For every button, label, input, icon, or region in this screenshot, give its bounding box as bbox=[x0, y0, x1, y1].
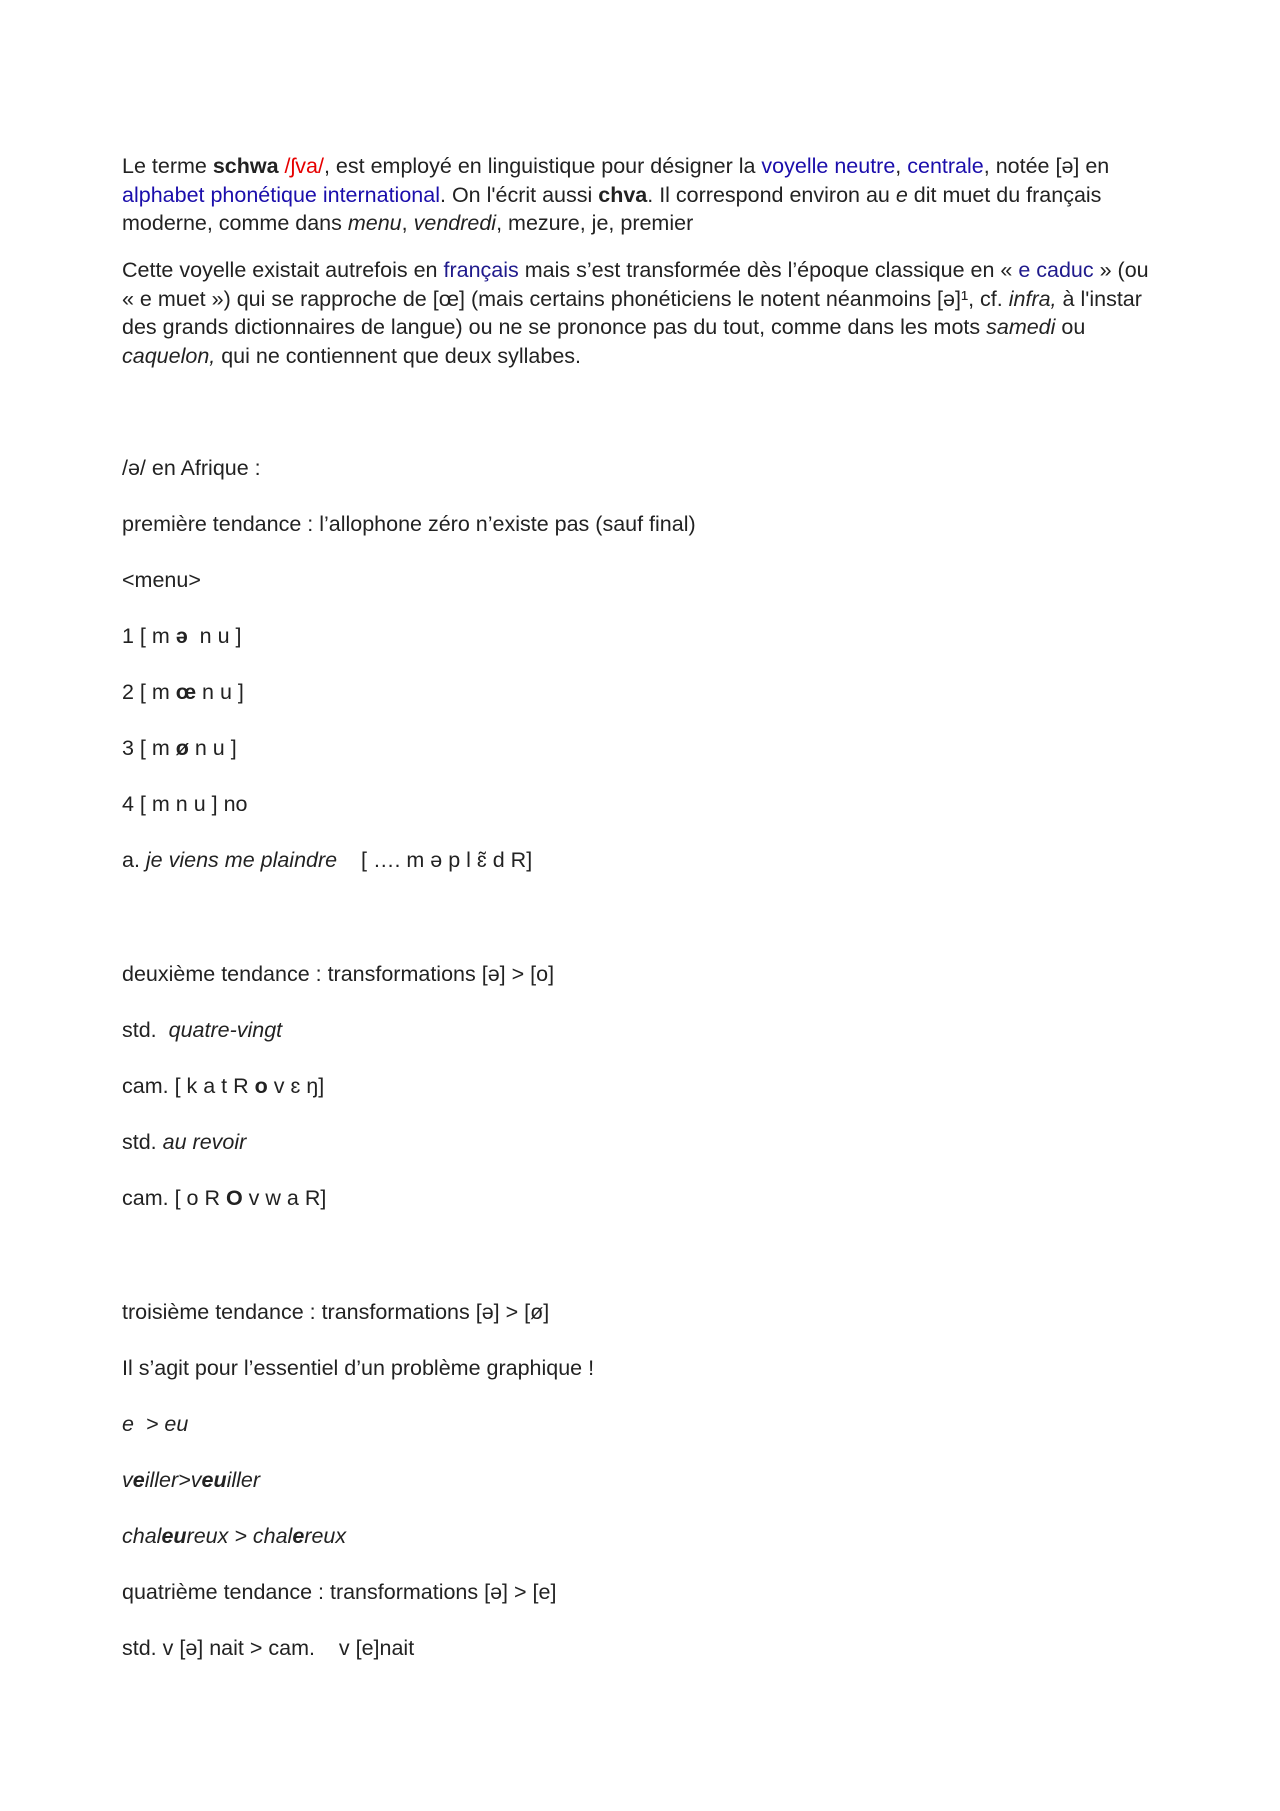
pronunciation-option-3: 3 [ m ø n u ] bbox=[122, 736, 237, 760]
cam-example-1: cam. [ k a t R o v ɛ ŋ] bbox=[122, 1074, 325, 1098]
text: , bbox=[895, 154, 908, 178]
text: » (ou « e muet ») qui se rapproche de [œ] (mais certains phonéticiens le notent néanmoins [ə]¹, cf. bbox=[122, 258, 1149, 311]
text: , bbox=[401, 211, 414, 236]
link-francais[interactable]: français bbox=[443, 258, 519, 282]
text-italic: samedi bbox=[986, 315, 1056, 340]
text: , notée [ə] en bbox=[983, 154, 1110, 178]
intro-paragraph-2 bbox=[122, 256, 1162, 370]
std-example-2: std. au revoir bbox=[122, 1130, 247, 1154]
text: , mezure, je, premier bbox=[496, 211, 694, 236]
link-e-caduc[interactable]: e caduc bbox=[1018, 258, 1094, 282]
link-alphabet-phonetique[interactable]: alphabet phonétique international bbox=[122, 182, 440, 207]
std-example-1: std. quatre-vingt bbox=[122, 1018, 283, 1042]
tendance-1-title: première tendance : l’allophone zéro n’existe pas (sauf final) bbox=[122, 512, 696, 536]
link-centrale[interactable]: centrale bbox=[907, 154, 984, 178]
text-italic: infra, bbox=[1008, 286, 1057, 311]
tendance-4-title: quatrième tendance : transformations [ə] > [e] bbox=[122, 1580, 557, 1604]
text-italic: caquelon, bbox=[122, 343, 216, 368]
tendance-3-title: troisième tendance : transformations [ə] > [ø] bbox=[122, 1300, 550, 1324]
section-heading: /ə/ en Afrique : bbox=[122, 456, 261, 480]
cam-example-2: cam. [ o R O v w a R] bbox=[122, 1186, 327, 1210]
text: mais s’est transformée dès l’époque classique en « bbox=[518, 258, 1019, 282]
pronunciation-option-1: 1 [ m ə n u ] bbox=[122, 624, 242, 648]
text: Cette voyelle existait autrefois en bbox=[122, 258, 444, 282]
intro-paragraph-1 bbox=[122, 152, 1162, 238]
text-italic: menu bbox=[347, 211, 402, 236]
text: à l'instar des grands dictionnaires de langue) ou ne se prononce pas du tout, comme dans les mots bbox=[122, 286, 1142, 340]
term-schwa: schwa bbox=[212, 154, 279, 178]
text-italic: vendredi bbox=[413, 211, 497, 236]
text: dit muet du français moderne, comme dans bbox=[122, 182, 1102, 236]
text: Le terme bbox=[122, 154, 213, 178]
tendance-2-title: deuxième tendance : transformations [ə] > [o] bbox=[122, 962, 555, 986]
link-voyelle-neutre[interactable]: voyelle neutre bbox=[761, 154, 896, 178]
term-chva: chva bbox=[598, 182, 648, 207]
spelling-example-2: chaleureux > chalereux bbox=[122, 1524, 347, 1548]
text: . On l'écrit aussi bbox=[440, 182, 599, 207]
text: . Il correspond environ au bbox=[647, 182, 896, 207]
pronunciation-option-4: 4 [ m n u ] no bbox=[122, 792, 248, 816]
spelling-example-1: veiller>veuiller bbox=[122, 1468, 261, 1492]
spelling-rule: e > eu bbox=[122, 1412, 189, 1436]
text: ou bbox=[1055, 315, 1086, 340]
tendance-4-example: std. v [ə] nait > cam. v [e]nait bbox=[122, 1636, 415, 1660]
text: , est employé en linguistique pour désigner la bbox=[323, 154, 762, 178]
text-italic: e bbox=[895, 182, 908, 207]
menu-word: <menu> bbox=[122, 568, 201, 592]
graphic-note: Il s’agit pour l’essentiel d’un problème graphique ! bbox=[122, 1356, 595, 1380]
text: qui ne contiennent que deux syllabes. bbox=[215, 343, 582, 368]
pronunciation-option-2: 2 [ m œ n u ] bbox=[122, 680, 244, 704]
ipa-link[interactable]: /ʃva/ bbox=[284, 154, 324, 178]
example-line: a. je viens me plaindre [ …. m ə p l ɛ̃ d R] bbox=[122, 848, 533, 872]
